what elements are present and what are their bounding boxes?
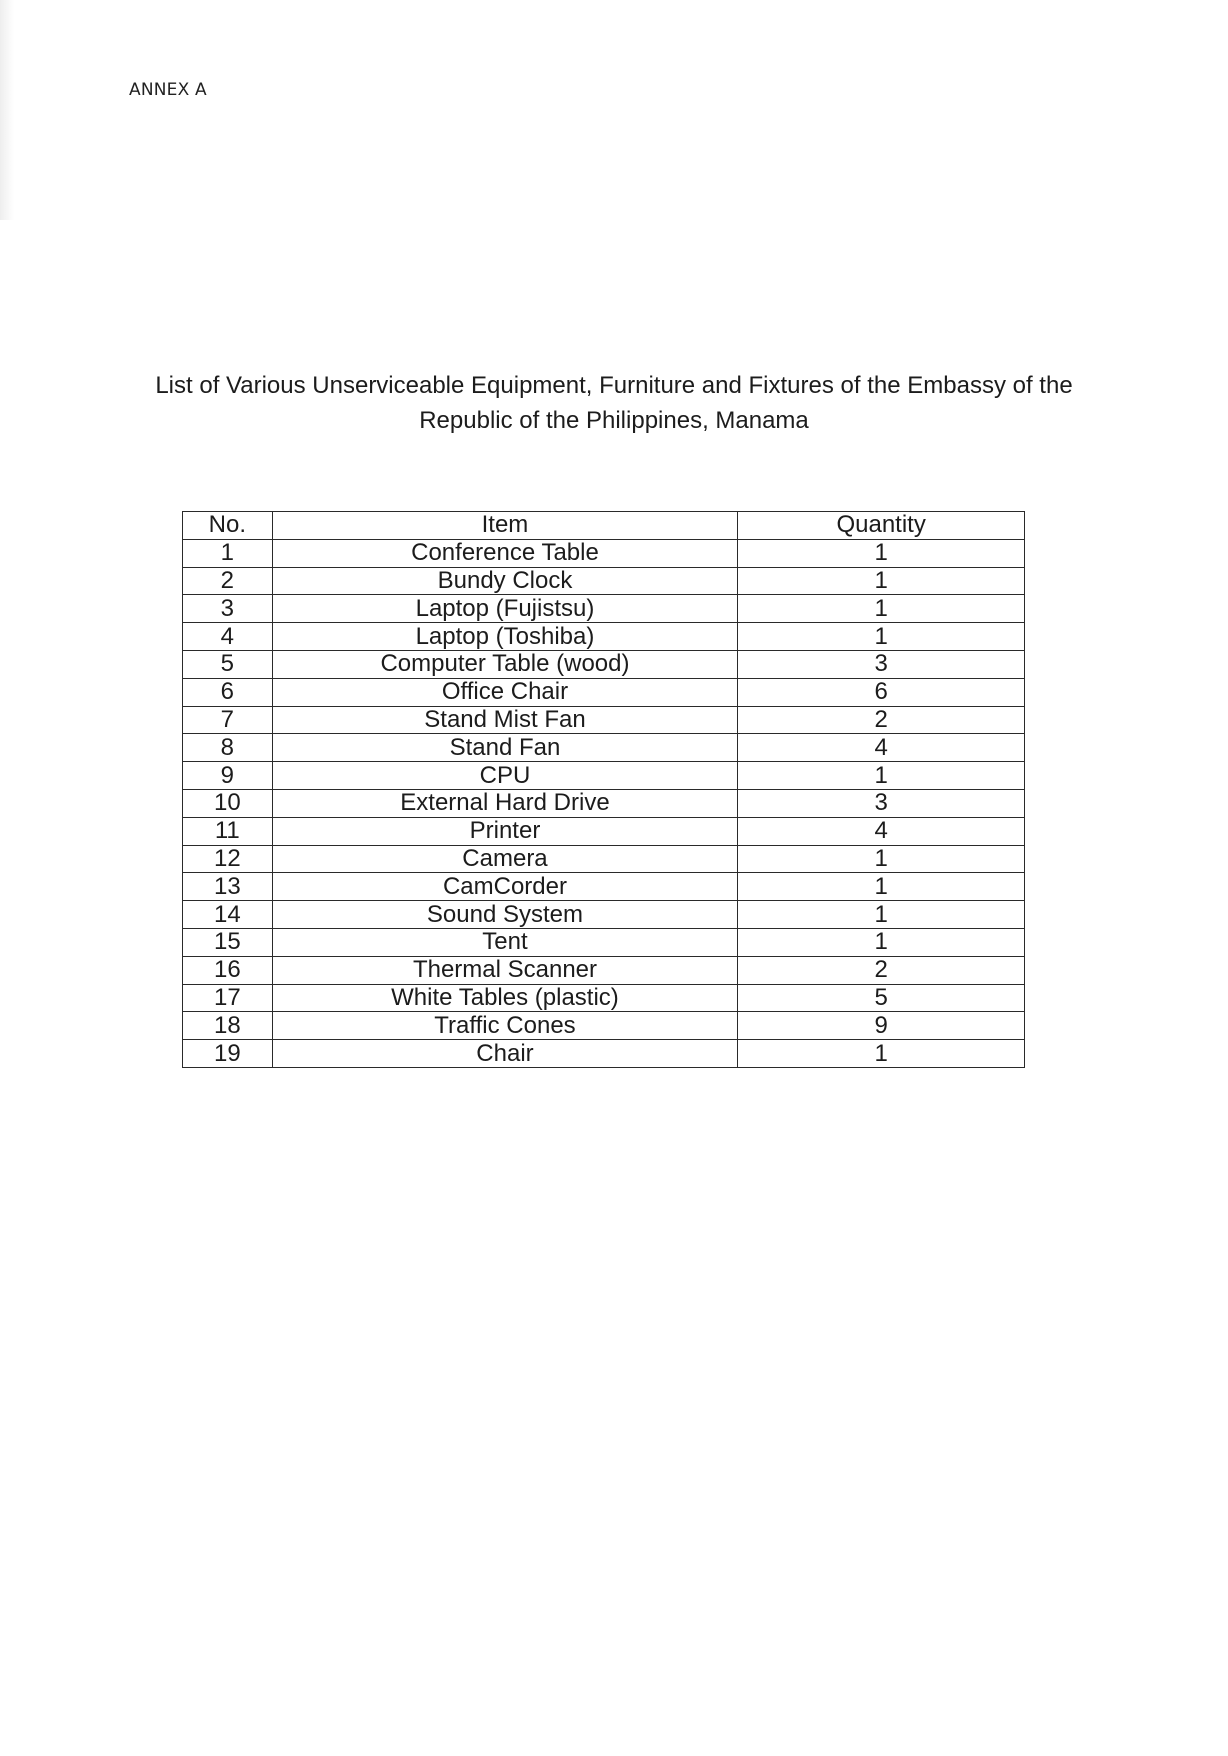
cell-quantity: 9 <box>738 1012 1025 1040</box>
cell-quantity: 1 <box>738 928 1025 956</box>
cell-no: 9 <box>183 762 273 790</box>
cell-item: Stand Mist Fan <box>272 706 738 734</box>
document-title-line-2: Republic of the Philippines, Manama <box>419 407 809 434</box>
table-row <box>183 678 1025 706</box>
cell-no: 1 <box>183 539 273 567</box>
cell-no: 5 <box>183 650 273 678</box>
cell-no: 14 <box>183 901 273 929</box>
table-row <box>183 623 1025 651</box>
cell-no: 15 <box>183 928 273 956</box>
cell-item: Computer Table (wood) <box>272 650 738 678</box>
cell-quantity: 4 <box>738 817 1025 845</box>
cell-item: Conference Table <box>272 539 738 567</box>
cell-no: 2 <box>183 567 273 595</box>
cell-item: Printer <box>272 817 738 845</box>
cell-quantity: 1 <box>738 623 1025 651</box>
cell-no: 17 <box>183 984 273 1012</box>
cell-quantity: 3 <box>738 650 1025 678</box>
cell-quantity: 1 <box>738 567 1025 595</box>
table-row <box>183 1040 1025 1068</box>
cell-item: CamCorder <box>272 873 738 901</box>
table-header-row <box>183 512 1025 540</box>
cell-no: 10 <box>183 789 273 817</box>
table-row <box>183 845 1025 873</box>
cell-no: 8 <box>183 734 273 762</box>
cell-item: Camera <box>272 845 738 873</box>
table-row <box>183 734 1025 762</box>
table-row <box>183 984 1025 1012</box>
table-row <box>183 1012 1025 1040</box>
cell-no: 16 <box>183 956 273 984</box>
annex-label: ANNEX A <box>129 80 207 100</box>
table-row <box>183 539 1025 567</box>
cell-quantity: 1 <box>738 1040 1025 1068</box>
cell-quantity: 2 <box>738 956 1025 984</box>
cell-item: Stand Fan <box>272 734 738 762</box>
equipment-table <box>182 511 1025 1068</box>
cell-no: 4 <box>183 623 273 651</box>
cell-no: 13 <box>183 873 273 901</box>
cell-item: Bundy Clock <box>272 567 738 595</box>
cell-item: Laptop (Fujistsu) <box>272 595 738 623</box>
cell-quantity: 1 <box>738 762 1025 790</box>
cell-item: Traffic Cones <box>272 1012 738 1040</box>
cell-item: Thermal Scanner <box>272 956 738 984</box>
column-header-quantity: Quantity <box>738 512 1025 540</box>
document-title <box>114 368 1114 438</box>
cell-no: 6 <box>183 678 273 706</box>
cell-quantity: 1 <box>738 873 1025 901</box>
table-row <box>183 873 1025 901</box>
table-row <box>183 956 1025 984</box>
table-row <box>183 928 1025 956</box>
cell-quantity: 3 <box>738 789 1025 817</box>
table-row <box>183 789 1025 817</box>
cell-no: 18 <box>183 1012 273 1040</box>
cell-no: 12 <box>183 845 273 873</box>
table-row <box>183 595 1025 623</box>
cell-quantity: 6 <box>738 678 1025 706</box>
cell-item: Chair <box>272 1040 738 1068</box>
cell-item: External Hard Drive <box>272 789 738 817</box>
cell-item: CPU <box>272 762 738 790</box>
table-row <box>183 901 1025 929</box>
table-body <box>183 539 1025 1067</box>
cell-quantity: 1 <box>738 845 1025 873</box>
table-row <box>183 567 1025 595</box>
cell-item: Office Chair <box>272 678 738 706</box>
cell-quantity: 1 <box>738 901 1025 929</box>
cell-quantity: 5 <box>738 984 1025 1012</box>
table-row <box>183 650 1025 678</box>
cell-no: 19 <box>183 1040 273 1068</box>
column-header-no: No. <box>183 512 273 540</box>
cell-quantity: 4 <box>738 734 1025 762</box>
cell-quantity: 2 <box>738 706 1025 734</box>
table-row <box>183 762 1025 790</box>
table-header <box>183 512 1025 540</box>
cell-no: 11 <box>183 817 273 845</box>
table-row <box>183 706 1025 734</box>
cell-quantity: 1 <box>738 595 1025 623</box>
cell-no: 3 <box>183 595 273 623</box>
cell-no: 7 <box>183 706 273 734</box>
cell-item: Sound System <box>272 901 738 929</box>
cell-item: Laptop (Toshiba) <box>272 623 738 651</box>
document-title-line-1: List of Various Unserviceable Equipment, Furniture and Fixtures of the Embassy of the <box>155 372 1073 399</box>
cell-item: White Tables (plastic) <box>272 984 738 1012</box>
column-header-item: Item <box>272 512 738 540</box>
cell-item: Tent <box>272 928 738 956</box>
scan-edge-shadow <box>0 0 14 220</box>
table-row <box>183 817 1025 845</box>
cell-quantity: 1 <box>738 539 1025 567</box>
